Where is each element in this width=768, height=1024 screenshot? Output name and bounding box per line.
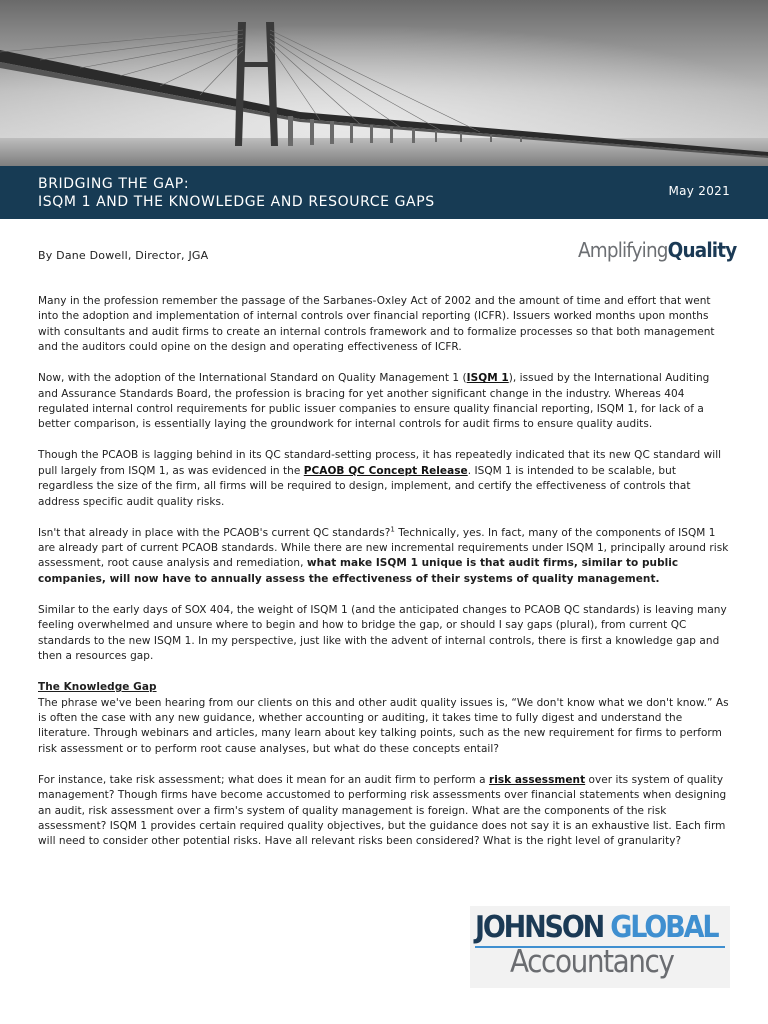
logo-word-global: GLOBAL [610, 910, 718, 945]
logo-word-amplifying: Amplifying [578, 238, 668, 262]
paragraph-2-text-b: ), issued by the International Auditing and Assurance Standards Board, the profession is bracing for yet another significant change in the industry. Whereas 404 regulated internal control requirements for public issuer companies to ensure quality financial reporting, ISQM 1, for lack of a better comparison, is essentially laying the groundwork for internal controls for audit firms to ensure quality audits. [38, 372, 710, 431]
paragraph-5: Similar to the early days of SOX 404, the weight of ISQM 1 (and the anticipated changes to PCAOB QC standards) is leaving many feeling overwhelmed and unsure where to begin and how to bridge the gap, or should I say gaps (plural), from current QC standards to the new ISQM 1. In my perspective, just like with the advent of internal controls, there is first a knowledge gap and then a resources gap. [38, 603, 727, 663]
paragraph-7-text-b: over its system of quality management? Though firms have become accustomed to performing risk assessments over financial statements when designing an audit, risk assessment over a firm's system of quality management is foreign. What are the components of the risk assessment? ISQM 1 provides certain required quality objectives, but the guidance does not say it is an exhaustive list. Each firm will need to consider other potential risks. Have all relevant risks been considered? What is the right level of granularity? [38, 773, 727, 848]
paragraph-6: The phrase we've been hearing from our clients on this and other audit quality issues is, “We don't know what we don't know.” As is often the case with any new guidance, whether accounting or auditing, it takes time to fully digest and understand the literature. Through webinars and articles, many learn about key talking points, such as the new requirement for firms to perform risk assessment or to perform root cause analyses, but what do these concepts entail? [38, 696, 729, 755]
document-title [38, 175, 435, 211]
paragraph-3 [38, 448, 730, 510]
publication-date: May 2021 [668, 184, 730, 198]
title-line-1: BRIDGING THE GAP: [38, 176, 190, 192]
risk-assessment-link[interactable]: risk assessment [488, 773, 586, 786]
paragraph-2 [38, 371, 730, 433]
paragraph-4-emphasis: what make ISQM 1 unique is that audit firms, similar to public companies, will now have to annually assess the effectiveness of their systems of quality management. [38, 557, 679, 585]
title-banner [0, 166, 768, 219]
paragraph-4-text-a: Isn't that already in place with the PCAOB's current QC standards? [38, 526, 391, 539]
logo-word-quality: Quality [667, 238, 737, 262]
paragraph-3-text-a: Though the PCAOB is lagging behind in its QC standard-setting process, it has repeatedly indicated that its new QC standard will pull largely from ISQM 1, as was evidenced in the [38, 449, 722, 477]
isqm1-link[interactable]: ISQM 1 [466, 372, 509, 385]
paragraph-2-text-a: Now, with the adoption of the International Standard on Quality Management 1 ( [38, 372, 467, 385]
amplifying-quality-logo [578, 238, 736, 262]
paragraph-4 [38, 526, 730, 588]
article-body [38, 294, 730, 865]
author-byline: By Dane Dowell, Director, JGA [38, 249, 209, 262]
pcaob-concept-release-link[interactable]: PCAOB QC Concept Release [303, 464, 468, 477]
knowledge-gap-heading: The Knowledge Gap [38, 681, 157, 694]
paragraph-4-text-b: Technically, yes. In fact, many of the components of ISQM 1 are already part of current PCAOB standards. While there are new incremental requirements under ISQM 1, principally around risk assessment, root cause analysis and remediation, [38, 526, 729, 570]
footnote-ref-1[interactable]: 1 [390, 525, 395, 534]
paragraph-7-text-a: For instance, take risk assessment; what does it mean for an audit firm to perform a [38, 773, 489, 786]
logo-word-johnson: JOHNSON [475, 910, 604, 945]
paragraph-1: Many in the profession remember the passage of the Sarbanes-Oxley Act of 2002 and the amount of time and effort that went into the adoption and implementation of internal controls over financial reporting (ICFR). Issuers worked months upon months with consultants and audit firms to create an internal controls framework and to formalize processes so that both management and the auditors could opine on the design and operating effectiveness of ICFR. [38, 295, 715, 354]
paragraph-3-text-b: . ISQM 1 is intended to be scalable, but regardless the size of the firm, all firms will be required to design, implement, and certify the effectiveness of controls that address specific audit quality risks. [38, 464, 691, 508]
johnson-global-accountancy-logo [470, 906, 730, 988]
logo-word-accountancy: Accountancy [510, 944, 674, 980]
logo-top-line [475, 910, 717, 945]
header-image-bridge [0, 0, 768, 166]
paragraph-7 [38, 773, 730, 850]
title-line-2: ISQM 1 AND THE KNOWLEDGE AND RESOURCE GAPS [38, 194, 435, 210]
